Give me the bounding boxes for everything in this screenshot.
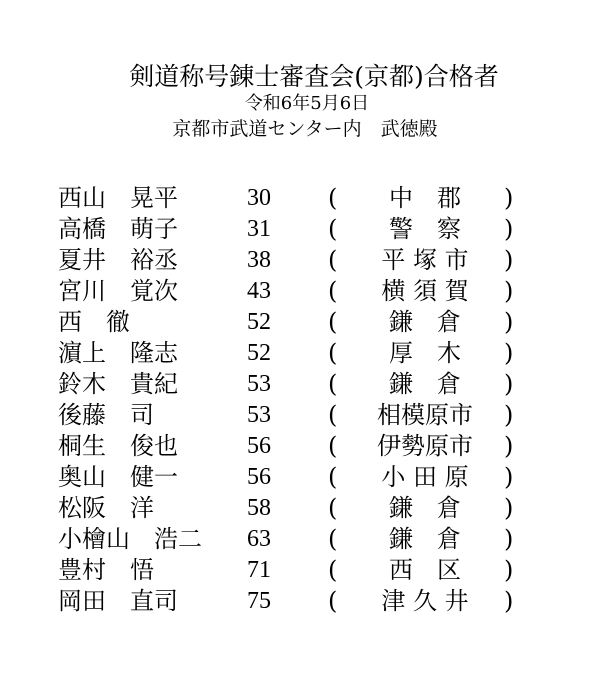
passer-age: 52 bbox=[247, 309, 271, 335]
passer-name: 宮川 覚次 bbox=[58, 277, 178, 305]
close-paren: ) bbox=[504, 246, 514, 274]
passer-affiliation: 伊勢原市 bbox=[377, 432, 473, 460]
list-item bbox=[58, 307, 578, 338]
list-item bbox=[58, 462, 578, 493]
exam-venue: 京都市武道センター内 武徳殿 bbox=[172, 118, 438, 140]
passer-name: 豊村 悟 bbox=[58, 556, 154, 584]
passer-affiliation: 警 察 bbox=[389, 215, 461, 243]
passer-name: 奥山 健一 bbox=[58, 463, 178, 491]
passer-affiliation: 津 久 井 bbox=[381, 587, 469, 615]
close-paren: ) bbox=[504, 587, 514, 615]
list-item bbox=[58, 493, 578, 524]
passer-name: 後藤 司 bbox=[58, 401, 154, 429]
open-paren: ( bbox=[328, 494, 338, 522]
close-paren: ) bbox=[504, 215, 514, 243]
passer-name: 夏井 裕丞 bbox=[58, 246, 178, 274]
passer-name: 高橋 萌子 bbox=[58, 215, 178, 243]
open-paren: ( bbox=[328, 277, 338, 305]
open-paren: ( bbox=[328, 463, 338, 491]
open-paren: ( bbox=[328, 401, 338, 429]
passer-age: 53 bbox=[247, 371, 271, 397]
open-paren: ( bbox=[328, 308, 338, 336]
close-paren: ) bbox=[504, 308, 514, 336]
passer-affiliation: 小 田 原 bbox=[381, 463, 469, 491]
passer-age: 63 bbox=[247, 526, 271, 552]
close-paren: ) bbox=[504, 370, 514, 398]
close-paren: ) bbox=[504, 432, 514, 460]
list-item bbox=[58, 586, 578, 617]
page-title: 剣道称号錬士審査会(京都)合格者 bbox=[129, 62, 499, 91]
open-paren: ( bbox=[328, 370, 338, 398]
passer-affiliation: 相模原市 bbox=[377, 401, 473, 429]
passer-affiliation: 鎌 倉 bbox=[389, 494, 461, 522]
passer-name: 濵上 隆志 bbox=[58, 339, 178, 367]
close-paren: ) bbox=[504, 339, 514, 367]
passer-age: 56 bbox=[247, 433, 271, 459]
passer-age: 58 bbox=[247, 495, 271, 521]
passer-name: 小檜山 浩二 bbox=[58, 525, 202, 553]
passer-affiliation: 厚 木 bbox=[389, 339, 461, 367]
passer-name: 西山 晃平 bbox=[58, 184, 178, 212]
passer-name: 桐生 俊也 bbox=[58, 432, 178, 460]
passer-age: 38 bbox=[247, 247, 271, 273]
passer-affiliation: 平 塚 市 bbox=[381, 246, 469, 274]
list-item bbox=[58, 183, 578, 214]
passer-age: 71 bbox=[247, 557, 271, 583]
open-paren: ( bbox=[328, 184, 338, 212]
close-paren: ) bbox=[504, 525, 514, 553]
passer-name: 西 徹 bbox=[58, 308, 130, 336]
passer-name: 松阪 洋 bbox=[58, 494, 154, 522]
close-paren: ) bbox=[504, 277, 514, 305]
open-paren: ( bbox=[328, 432, 338, 460]
list-item bbox=[58, 338, 578, 369]
passer-affiliation: 鎌 倉 bbox=[389, 370, 461, 398]
open-paren: ( bbox=[328, 587, 338, 615]
passer-name: 岡田 直司 bbox=[58, 587, 178, 615]
open-paren: ( bbox=[328, 246, 338, 274]
passer-affiliation: 西 区 bbox=[389, 556, 461, 584]
list-item bbox=[58, 245, 578, 276]
passer-affiliation: 鎌 倉 bbox=[389, 308, 461, 336]
document-header bbox=[0, 62, 600, 142]
list-item bbox=[58, 369, 578, 400]
list-item bbox=[58, 555, 578, 586]
close-paren: ) bbox=[504, 556, 514, 584]
list-item bbox=[58, 276, 578, 307]
passer-list bbox=[58, 183, 578, 617]
list-item bbox=[58, 400, 578, 431]
passer-age: 56 bbox=[247, 464, 271, 490]
list-item bbox=[58, 524, 578, 555]
passer-affiliation: 中 郡 bbox=[389, 184, 461, 212]
passer-name: 鈴木 貴紀 bbox=[58, 370, 178, 398]
list-item bbox=[58, 431, 578, 462]
close-paren: ) bbox=[504, 463, 514, 491]
open-paren: ( bbox=[328, 556, 338, 584]
passer-age: 30 bbox=[247, 185, 271, 211]
close-paren: ) bbox=[504, 494, 514, 522]
passer-age: 31 bbox=[247, 216, 271, 242]
close-paren: ) bbox=[504, 401, 514, 429]
open-paren: ( bbox=[328, 339, 338, 367]
passer-affiliation: 横 須 賀 bbox=[381, 277, 469, 305]
list-item bbox=[58, 214, 578, 245]
open-paren: ( bbox=[328, 525, 338, 553]
passer-age: 53 bbox=[247, 402, 271, 428]
passer-age: 75 bbox=[247, 588, 271, 614]
passer-age: 52 bbox=[247, 340, 271, 366]
passer-age: 43 bbox=[247, 278, 271, 304]
exam-date: 令和6年5月6日 bbox=[244, 93, 370, 114]
close-paren: ) bbox=[504, 184, 514, 212]
passer-affiliation: 鎌 倉 bbox=[389, 525, 461, 553]
open-paren: ( bbox=[328, 215, 338, 243]
